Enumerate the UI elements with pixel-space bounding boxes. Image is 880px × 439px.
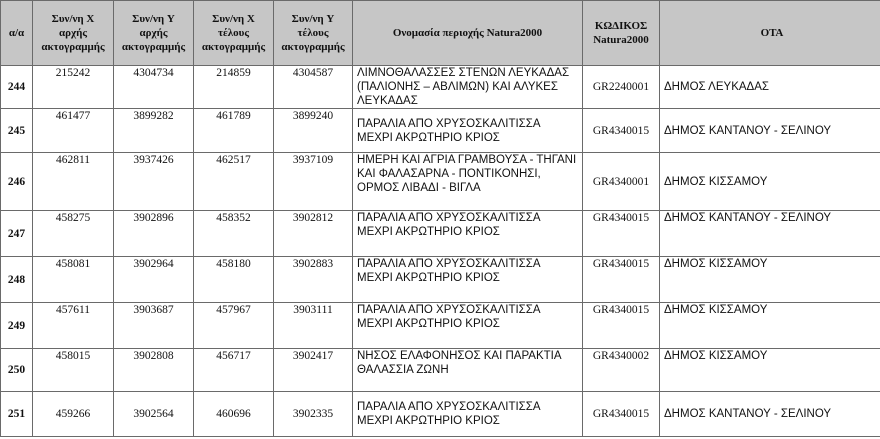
header-y-start: Συν/νη Y αρχής ακτογραμμής (114, 1, 194, 66)
row-natura-code: GR4340015 (583, 392, 660, 437)
row-area-name: ΝΗΣΟΣ ΕΛΑΦΟΝΗΣΟΣ ΚΑΙ ΠΑΡΑΚΤΙΑ ΘΑΛΑΣΣΙΑ ΖΩΝΗ (353, 349, 583, 392)
row-aa: 251 (1, 392, 33, 437)
table-row (1, 303, 880, 349)
header-x-end: Συν/νη X τέλους ακτογραμμής (194, 1, 274, 66)
row-natura-code: GR4340015 (583, 109, 660, 153)
row-y-start: 4304734 (114, 66, 194, 109)
row-ota: ΔΗΜΟΣ ΚΙΣΣΑΜΟΥ (660, 349, 880, 392)
table-row (1, 66, 880, 109)
header-row (1, 1, 880, 66)
row-x-start: 215242 (33, 66, 114, 109)
header-x-start: Συν/νη X αρχής ακτογραμμής (33, 1, 114, 66)
row-area-name: ΗΜΕΡΗ ΚΑΙ ΑΓΡΙΑ ΓΡΑΜΒΟΥΣΑ - ΤΗΓΑΝΙ ΚΑΙ ΦΑΛΑΣΑΡΝΑ - ΠΟΝΤΙΚΟΝΗΣΙ, ΟΡΜΟΣ ΛΙΒΑΔΙ - ΒΙΓΛΑ (353, 153, 583, 211)
row-ota: ΔΗΜΟΣ ΚΑΝΤΑΝΟΥ - ΣΕΛΙΝΟΥ (660, 109, 880, 153)
row-ota: ΔΗΜΟΣ ΚΙΣΣΑΜΟΥ (660, 153, 880, 211)
row-x-end: 457967 (194, 303, 274, 349)
row-x-start: 458275 (33, 211, 114, 257)
row-x-start: 459266 (33, 392, 114, 437)
row-ota: ΔΗΜΟΣ ΚΙΣΣΑΜΟΥ (660, 257, 880, 303)
row-y-end: 3902417 (274, 349, 353, 392)
row-aa: 244 (1, 66, 33, 109)
header-y-end: Συν/νη Y τέλους ακτογραμμής (274, 1, 353, 66)
row-area-name: ΠΑΡΑΛΙΑ ΑΠΟ ΧΡΥΣΟΣΚΑΛΙΤΙΣΣΑ ΜΕΧΡΙ ΑΚΡΩΤΗΡΙΟ ΚΡΙΟΣ (353, 303, 583, 349)
row-area-name: ΛΙΜΝΟΘΑΛΑΣΣΕΣ ΣΤΕΝΩΝ ΛΕΥΚΑΔΑΣ (ΠΑΛΙΟΝΗΣ – ΑΒΛΙΜΩΝ) ΚΑΙ ΑΛΥΚΕΣ ΛΕΥΚΑΔΑΣ (353, 66, 583, 109)
row-ota: ΔΗΜΟΣ ΛΕΥΚΑΔΑΣ (660, 66, 880, 109)
row-y-end: 3902883 (274, 257, 353, 303)
row-x-end: 461789 (194, 109, 274, 153)
row-area-name: ΠΑΡΑΛΙΑ ΑΠΟ ΧΡΥΣΟΣΚΑΛΙΤΙΣΣΑ ΜΕΧΡΙ ΑΚΡΩΤΗΡΙΟ ΚΡΙΟΣ (353, 392, 583, 437)
row-ota: ΔΗΜΟΣ ΚΙΣΣΑΜΟΥ (660, 303, 880, 349)
row-y-start: 3899282 (114, 109, 194, 153)
row-area-name: ΠΑΡΑΛΙΑ ΑΠΟ ΧΡΥΣΟΣΚΑΛΙΤΙΣΣΑ ΜΕΧΡΙ ΑΚΡΩΤΗΡΙΟ ΚΡΙΟΣ (353, 109, 583, 153)
table-header (1, 1, 880, 66)
row-natura-code: GR4340015 (583, 257, 660, 303)
row-y-start: 3937426 (114, 153, 194, 211)
row-y-end: 3903111 (274, 303, 353, 349)
table-row (1, 109, 880, 153)
row-natura-code: GR4340002 (583, 349, 660, 392)
row-y-start: 3902564 (114, 392, 194, 437)
row-x-end: 456717 (194, 349, 274, 392)
row-y-end: 4304587 (274, 66, 353, 109)
table-row (1, 349, 880, 392)
row-x-start: 462811 (33, 153, 114, 211)
row-x-start: 461477 (33, 109, 114, 153)
row-natura-code: GR4340015 (583, 303, 660, 349)
row-x-start: 458081 (33, 257, 114, 303)
row-aa: 247 (1, 211, 33, 257)
row-ota: ΔΗΜΟΣ ΚΑΝΤΑΝΟΥ - ΣΕΛΙΝΟΥ (660, 211, 880, 257)
table-body (1, 66, 880, 437)
header-area-name: Ονομασία περιοχής Natura2000 (353, 1, 583, 66)
row-x-end: 458352 (194, 211, 274, 257)
row-area-name: ΠΑΡΑΛΙΑ ΑΠΟ ΧΡΥΣΟΣΚΑΛΙΤΙΣΣΑ ΜΕΧΡΙ ΑΚΡΩΤΗΡΙΟ ΚΡΙΟΣ (353, 257, 583, 303)
row-aa: 245 (1, 109, 33, 153)
header-natura-code: ΚΩΔΙΚΟΣ Natura2000 (583, 1, 660, 66)
row-y-end: 3902812 (274, 211, 353, 257)
row-x-end: 460696 (194, 392, 274, 437)
row-area-name: ΠΑΡΑΛΙΑ ΑΠΟ ΧΡΥΣΟΣΚΑΛΙΤΙΣΣΑ ΜΕΧΡΙ ΑΚΡΩΤΗΡΙΟ ΚΡΙΟΣ (353, 211, 583, 257)
header-ota: ΟΤΑ (660, 1, 880, 66)
row-aa: 249 (1, 303, 33, 349)
row-y-end: 3937109 (274, 153, 353, 211)
row-y-end: 3899240 (274, 109, 353, 153)
row-ota: ΔΗΜΟΣ ΚΑΝΤΑΝΟΥ - ΣΕΛΙΝΟΥ (660, 392, 880, 437)
row-aa: 246 (1, 153, 33, 211)
row-natura-code: GR4340015 (583, 211, 660, 257)
table-row (1, 211, 880, 257)
row-x-end: 462517 (194, 153, 274, 211)
row-y-start: 3902808 (114, 349, 194, 392)
row-x-start: 457611 (33, 303, 114, 349)
row-y-start: 3903687 (114, 303, 194, 349)
row-natura-code: GR4340001 (583, 153, 660, 211)
row-y-start: 3902896 (114, 211, 194, 257)
row-x-start: 458015 (33, 349, 114, 392)
table-row (1, 257, 880, 303)
row-natura-code: GR2240001 (583, 66, 660, 109)
row-x-end: 458180 (194, 257, 274, 303)
row-aa: 250 (1, 349, 33, 392)
row-aa: 248 (1, 257, 33, 303)
table-row (1, 153, 880, 211)
table-row (1, 392, 880, 437)
header-aa: α/α (1, 1, 33, 66)
row-x-end: 214859 (194, 66, 274, 109)
row-y-end: 3902335 (274, 392, 353, 437)
row-y-start: 3902964 (114, 257, 194, 303)
